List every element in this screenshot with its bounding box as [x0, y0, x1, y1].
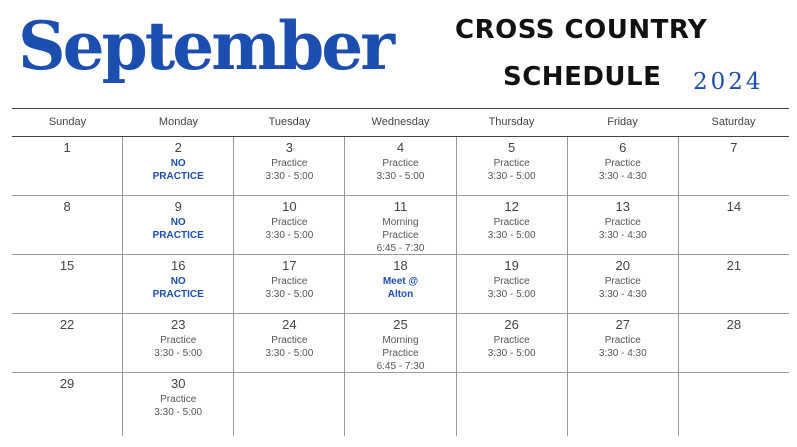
event-line: 3:30 - 5:00 [154, 348, 203, 359]
event-line: Practice [160, 394, 197, 405]
day-number: 26 [504, 317, 519, 332]
day-number: 4 [396, 140, 405, 155]
event-line: 3:30 - 5:00 [487, 348, 536, 359]
dow-friday: Friday [607, 116, 638, 128]
dow-thursday: Thursday [488, 116, 535, 128]
day-number: 9 [174, 199, 182, 214]
calendar-week [12, 137, 789, 196]
event-line: Morning [382, 335, 419, 346]
event-note: PRACTICE [152, 171, 204, 182]
event-line: 3:30 - 5:00 [265, 348, 314, 359]
dow-wednesday: Wednesday [371, 116, 430, 128]
event-line: Practice [493, 217, 530, 228]
calendar-day-cell [457, 255, 568, 313]
event-note: PRACTICE [152, 230, 204, 241]
day-number: 24 [282, 317, 297, 332]
event-line: Practice [604, 158, 641, 169]
calendar-day-cell [12, 314, 123, 372]
calendar-day-cell [123, 255, 234, 313]
event-note: NO [170, 276, 186, 287]
day-number: 16 [170, 258, 186, 273]
day-of-week-header [12, 109, 789, 137]
day-number: 6 [619, 140, 627, 155]
day-number: 8 [63, 199, 71, 214]
calendar-day-cell [234, 373, 345, 436]
year-label: 2024 [693, 69, 764, 95]
event-line: Practice [604, 335, 641, 346]
day-number: 2 [174, 140, 182, 155]
day-number: 12 [504, 199, 519, 214]
calendar-day-cell [12, 255, 123, 313]
event-note: Meet @ [382, 276, 419, 287]
event-line: 3:30 - 5:00 [487, 230, 536, 241]
event-note: NO [170, 217, 186, 228]
event-line: 3:30 - 4:30 [598, 171, 647, 182]
calendar-day-cell [568, 255, 679, 313]
event-line: Practice [382, 348, 419, 359]
day-number: 21 [726, 258, 742, 273]
calendar-day-cell [234, 137, 345, 195]
calendar-day-cell [568, 137, 679, 195]
event-line: Practice [271, 158, 308, 169]
calendar-day-cell [457, 137, 568, 195]
event-line: 3:30 - 5:00 [487, 289, 536, 300]
day-number: 30 [170, 376, 186, 391]
calendar-day-cell [568, 196, 679, 254]
calendar-day-cell [345, 255, 456, 313]
calendar-day-cell [679, 137, 789, 195]
calendar-day-cell [568, 373, 679, 436]
event-line: 3:30 - 5:00 [265, 289, 314, 300]
calendar-day-cell [457, 373, 568, 436]
event-line: 3:30 - 5:00 [487, 171, 536, 182]
day-number: 20 [615, 258, 630, 273]
schedule-title-line2: SCHEDULE [503, 62, 662, 92]
calendar-week [12, 373, 789, 436]
day-number: 7 [730, 140, 738, 155]
calendar-day-cell [345, 137, 456, 195]
day-number: 11 [393, 199, 408, 214]
day-number: 22 [59, 317, 75, 332]
event-line: 3:30 - 5:00 [265, 230, 314, 241]
calendar-day-cell [679, 314, 789, 372]
event-line: Practice [604, 217, 641, 228]
event-note: Alton [387, 289, 414, 300]
event-line: 3:30 - 5:00 [265, 171, 314, 182]
event-line: Practice [604, 276, 641, 287]
day-number: 28 [726, 317, 742, 332]
calendar-day-cell [345, 373, 456, 436]
day-number: 5 [508, 140, 516, 155]
calendar-week [12, 255, 789, 314]
event-line: 3:30 - 4:30 [598, 230, 647, 241]
calendar-day-cell [12, 196, 123, 254]
event-line: Practice [382, 158, 419, 169]
day-number: 18 [393, 258, 408, 273]
calendar-day-cell [679, 255, 789, 313]
calendar-day-cell [12, 137, 123, 195]
calendar-grid [12, 108, 789, 436]
day-number: 19 [504, 258, 519, 273]
day-number: 29 [59, 376, 75, 391]
calendar-day-cell [457, 196, 568, 254]
calendar-day-cell [679, 196, 789, 254]
calendar-week [12, 314, 789, 373]
calendar-day-cell [123, 314, 234, 372]
event-line: Practice [493, 158, 530, 169]
calendar-day-cell [457, 314, 568, 372]
event-line: 6:45 - 7:30 [376, 243, 425, 254]
event-line: 3:30 - 4:30 [598, 348, 647, 359]
event-note: NO [170, 158, 186, 169]
calendar-day-cell [123, 373, 234, 436]
calendar-week [12, 196, 789, 255]
day-number: 10 [282, 199, 297, 214]
event-line: Practice [160, 335, 197, 346]
calendar-day-cell [234, 196, 345, 254]
dow-monday: Monday [158, 116, 199, 128]
event-line: Morning [382, 217, 419, 228]
event-line: Practice [493, 276, 530, 287]
event-line: Practice [271, 335, 308, 346]
calendar-day-cell [568, 314, 679, 372]
day-number: 1 [63, 140, 71, 155]
event-line: Practice [382, 230, 419, 241]
day-number: 15 [59, 258, 75, 273]
event-line: 3:30 - 5:00 [154, 407, 203, 418]
day-number: 25 [393, 317, 408, 332]
event-line: Practice [271, 276, 308, 287]
event-line: Practice [271, 217, 308, 228]
calendar-day-cell [345, 196, 456, 254]
day-number: 17 [282, 258, 297, 273]
dow-saturday: Saturday [711, 116, 756, 128]
event-line: 6:45 - 7:30 [376, 361, 425, 372]
calendar-day-cell [234, 255, 345, 313]
calendar-day-cell [12, 373, 123, 436]
calendar-day-cell [123, 196, 234, 254]
dow-sunday: Sunday [48, 116, 87, 128]
day-number: 14 [726, 199, 742, 214]
day-number: 23 [170, 317, 186, 332]
day-number: 13 [615, 199, 630, 214]
weeks-container [12, 137, 789, 436]
calendar-day-cell [345, 314, 456, 372]
event-note: PRACTICE [152, 289, 204, 300]
calendar-day-cell [123, 137, 234, 195]
calendar-day-cell [234, 314, 345, 372]
event-line: 3:30 - 4:30 [598, 289, 647, 300]
day-number: 27 [615, 317, 630, 332]
event-line: 3:30 - 5:00 [376, 171, 425, 182]
month-title: September [18, 7, 393, 85]
day-number: 3 [285, 140, 293, 155]
schedule-title-line1: CROSS COUNTRY [455, 15, 708, 45]
event-line: Practice [493, 335, 530, 346]
calendar-day-cell [679, 373, 789, 436]
dow-tuesday: Tuesday [268, 116, 311, 128]
